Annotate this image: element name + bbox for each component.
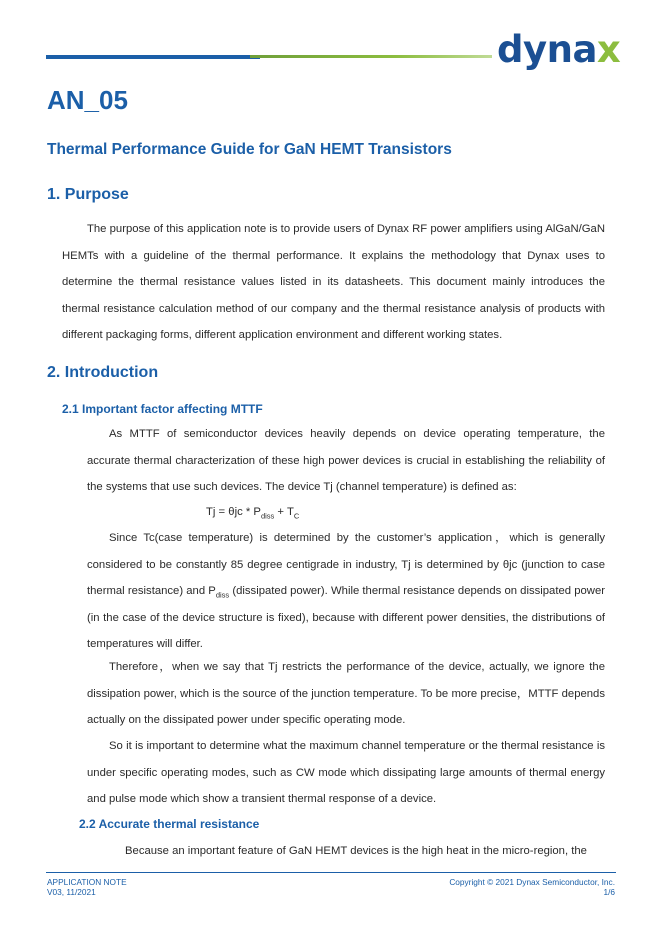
section-purpose-heading: 1. Purpose — [47, 186, 129, 203]
equation-lhs: Tj = θjc * P — [206, 506, 261, 518]
footer-doc-type: APPLICATION NOTE — [47, 877, 127, 887]
equation-pdiss-subscript: diss — [260, 511, 275, 521]
document-title: Thermal Performance Guide for GaN HEMT Transistors — [47, 141, 452, 158]
mttf-paragraph-3: Therefore，when we say that Tj restricts the performance of the device, actually, we ignore the dissipation power, which is the source of the junction temperature. To be more precise，MTTF depends actually on the dissipated power under specific operating mode. — [87, 661, 605, 726]
equation-plus-tc: + T — [274, 506, 294, 518]
dynax-logo — [497, 28, 621, 71]
footer-copyright: Copyright © 2021 Dynax Semiconductor, Inc. — [449, 877, 615, 887]
page-number: 1/6 — [603, 887, 615, 897]
section-introduction-heading: 2. Introduction — [47, 364, 159, 381]
header-rule-green — [250, 55, 492, 58]
mttf-paragraph-4: So it is important to determine what the maximum channel temperature or the thermal resistance is under specific operating modes, such as CW mode which dissipating large amounts of thermal energy and pulse mode which show a transient thermal response of a device. — [87, 740, 605, 805]
mttf-paragraph-2 — [87, 525, 605, 658]
footer-version: V03, 11/2021 — [47, 887, 96, 897]
mttf-paragraph-2-part-b: (dissipated power). While thermal resistance depends on dissipated power (in the case of the device structure is fixed), because with different power densities, the distributions of temperatures will differ. — [87, 585, 605, 650]
equation-tc-subscript: C — [293, 511, 300, 521]
header-rule-blue — [46, 55, 260, 59]
logo-x-mark: x — [596, 28, 621, 71]
mttf-paragraph-2-part-a: Since Tc(case temperature) is determined by the customer’s application，which is generally considered to be constantly 85 degree centigrade in industry, Tj is determined by θjc (junction to case thermal resistance) and P — [87, 532, 605, 597]
footer-rule — [46, 872, 616, 873]
subsection-2-2-heading: 2.2 Accurate thermal resistance — [79, 817, 260, 831]
tj-equation — [206, 502, 299, 526]
document-id: AN_05 — [47, 85, 128, 115]
thermal-resistance-paragraph: Because an important feature of GaN HEMT devices is the high heat in the micro-region, the — [125, 845, 587, 857]
subsection-2-1-heading: 2.1 Important factor affecting MTTF — [62, 402, 263, 416]
logo-text: dyna — [497, 28, 597, 71]
pdiss-subscript: diss — [215, 590, 230, 600]
mttf-paragraph-1: As MTTF of semiconductor devices heavily depends on device operating temperature, the accurate thermal characterization of these high power devices is crucial in establishing the reliability of the systems that use such devices. The device Tj (channel temperature) is defined as: — [87, 428, 605, 493]
purpose-paragraph: The purpose of this application note is to provide users of Dynax RF power amplifiers using AlGaN/GaN HEMTs with a guideline of the thermal performance. It explains the methodology that Dynax uses to determine the thermal resistance values listed in its datasheets. This document mainly introduces the thermal resistance calculation method of our company and the thermal resistance analysis of products with different packaging forms, different application environment and different working states. — [62, 223, 605, 341]
